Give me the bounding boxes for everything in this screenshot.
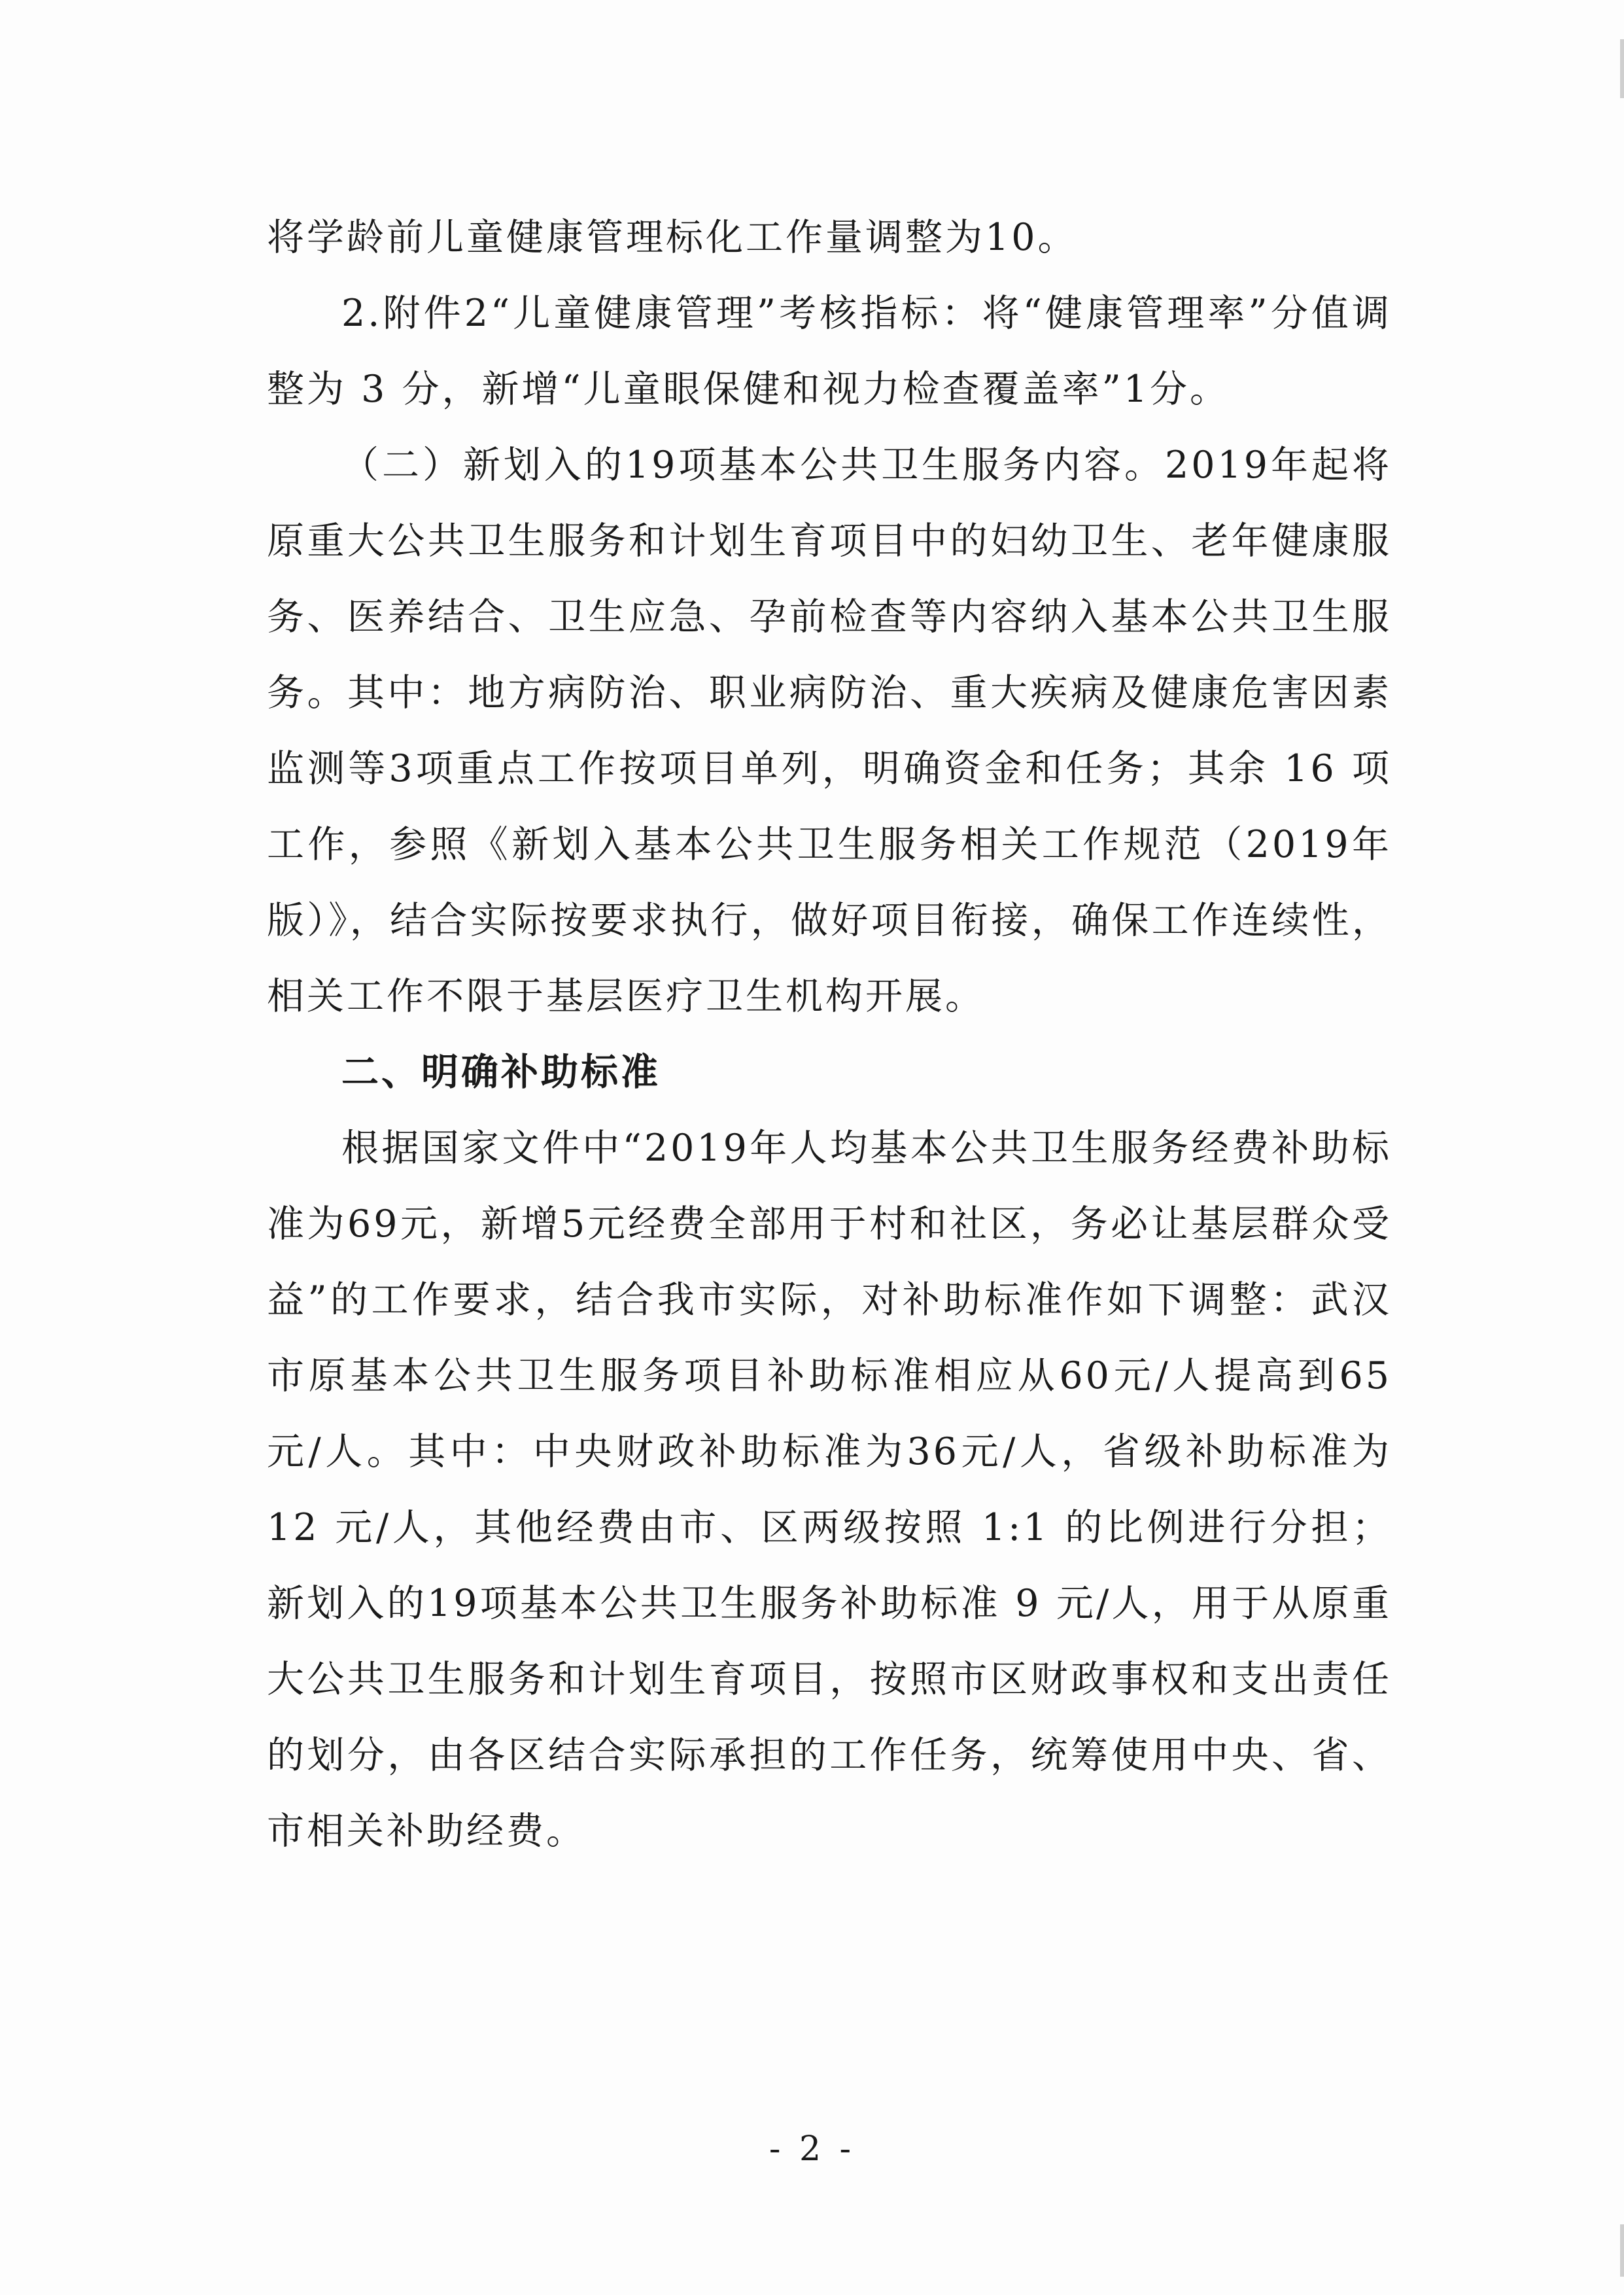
paragraph-new-services: （二）新划入的19项基本公共卫生服务内容。2019年起将原重大公共卫生服务和计划生育项目中的妇幼卫生、老年健康服务、医养结合、卫生应急、孕前检查等内容纳入基本公共卫生服务。其中：地方病防治、职业病防治、重大疾病及健康危害因素监测等3项重点工作按项目单列，明确资金和任务；其余 16 项工作，参照《新划入基本公共卫生服务相关工作规范（2019年版）》，结合实际按要求执行，做好项目衔接，确保工作连续性，相关工作不限于基层医疗卫生机构开展。 (267, 444, 1392, 1018)
document-body (267, 200, 1392, 1869)
scan-edge-mark (1620, 2224, 1624, 2277)
paragraph-attachment-2: 2.附件2“儿童健康管理”考核指标：将“健康管理率”分值调整为 3 分，新增“儿童眼保健和视力检查覆盖率”1分。 (267, 292, 1392, 411)
page-number: - 2 - (769, 2129, 855, 2169)
paragraph-subsidy-standard: 根据国家文件中“2019年人均基本公共卫生服务经费补助标准为69元，新增5元经费全部用于村和社区，务必让基层群众受益”的工作要求，结合我市实际，对补助标准作如下调整：武汉市原基本公共卫生服务项目补助标准相应从60元/人提高到65元/人。其中：中央财政补助标准为36元/人，省级补助标准为 12 元/人，其他经费由市、区两级按照 1:1 的比例进行分担；新划入的19项基本公共卫生服务补助标准 9 元/人，用于从原重大公共卫生服务和计划生育项目，按照市区财政事权和支出责任的划分，由各区结合实际承担的工作任务，统筹使用中央、省、市相关补助经费。 (267, 1127, 1392, 1853)
scan-edge-mark (1620, 39, 1624, 98)
paragraph-continuation: 将学龄前儿童健康管理标化工作量调整为10。 (267, 216, 1078, 259)
section-heading-subsidy-standard: 二、明确补助标准 (341, 1051, 661, 1094)
